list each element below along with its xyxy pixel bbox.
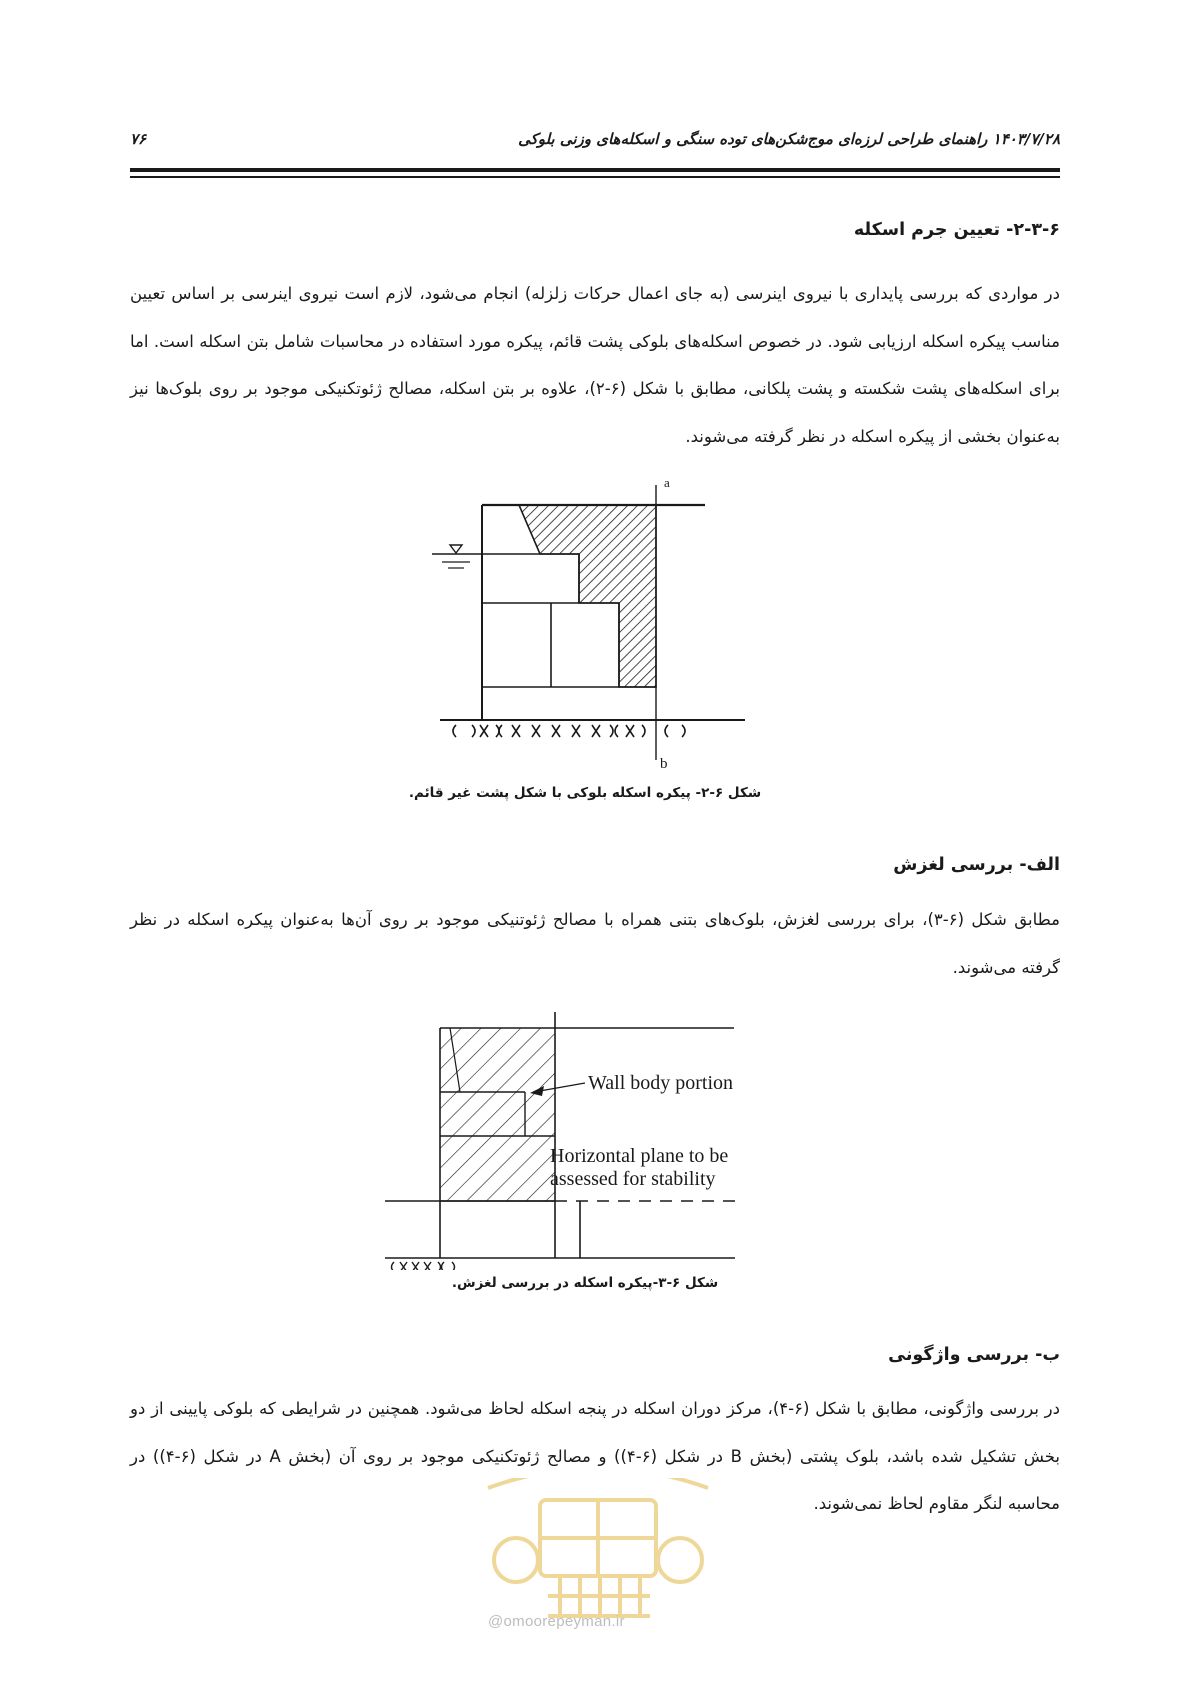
watermark-site-text: omoorepeyman.ir [503,1613,625,1630]
at-icon: @ [488,1613,504,1630]
section-paragraph: در مواردی که بررسی پایداری با نیروی اینرسی (به جای اعمال حرکات زلزله) انجام می‌شود، لازم است نیروی اینرسی بر اساس تعیین مناسب پیکره اسکله ارزیابی شود. در خصوص اسکله‌های بلوکی پشت قائم، پیکره مورد استفاده در محاسبات شامل بتن اسکله است. اما برای اسکله‌های پشت شکسته و پشت پلکانی، مطابق با شکل (۶-۲)، علاوه بر بتن اسکله، مصالح ژئوتکنیکی موجود بر روی بلوک‌ها نیز به‌عنوان بخشی از پیکره اسکله در نظر گرفته می‌شوند. [130,284,1061,446]
figure-6-2 [420,475,750,780]
water-level-icon [450,545,462,553]
header-rule-thick [130,168,1060,172]
overturning-heading: ب- بررسی واژگونی [888,1345,1060,1365]
figure-6-3-caption: شکل ۶-۳-پیکره اسکله در بررسی لغزش. [451,1275,719,1291]
page-header [130,130,1060,158]
watermark-site [488,1613,625,1630]
section-heading: ۲-۳-۶- تعیین جرم اسکله [853,220,1060,240]
watermark-logo [478,1478,718,1628]
sliding-heading: الف- بررسی لغزش [893,855,1060,875]
sliding-paragraph: مطابق شکل (۶-۳)، برای بررسی لغزش، بلوک‌های بتنی همراه با مصالح ژئوتنیکی موجود بر روی آن‌ها به‌عنوان پیکره اسکله در نظر گرفته می‌شوند. [130,910,1060,977]
page-number: ۷۶ [130,130,147,148]
figure-6-3 [380,1010,760,1270]
wall-body-hatch [440,1028,555,1201]
plane-label-line2: assessed for stability [550,1168,716,1190]
header-rule-thin [130,176,1060,178]
running-title: ۱۴۰۳/۷/۲۸ راهنمای طراحی لرزه‌ای موج‌شکن‌های توده سنگی و اسکله‌های وزنی بلوکی [518,130,1060,148]
plane-label-line1: Horizontal plane to be [550,1145,729,1167]
label-b: b [660,756,668,772]
wall-body-label: Wall body portion [588,1072,734,1094]
rubble-symbols [392,1262,455,1270]
hatched-backfill [519,505,656,687]
figure-6-2-caption: شکل ۶-۲- پیکره اسکله بلوکی با شکل پشت غیر قائم. [408,785,762,801]
overturning-paragraph: در بررسی واژگونی، مطابق با شکل (۶-۴)، مرکز دوران اسکله در پنجه اسکله لحاظ می‌شود. همچنین در شرایطی که بلوکی پایینی از دو بخش تشکیل شده باشد، بلوک پشتی (بخش B در شکل (۶-۴)) و مصالح ژئوتکنیکی موجود بر روی آن (بخش A در شکل (۶-۴)) در محاسبه لنگر مقاوم لحاظ نمی‌شوند. [130,1399,1061,1513]
label-a: a [664,475,670,490]
rubble-symbols [453,725,685,737]
